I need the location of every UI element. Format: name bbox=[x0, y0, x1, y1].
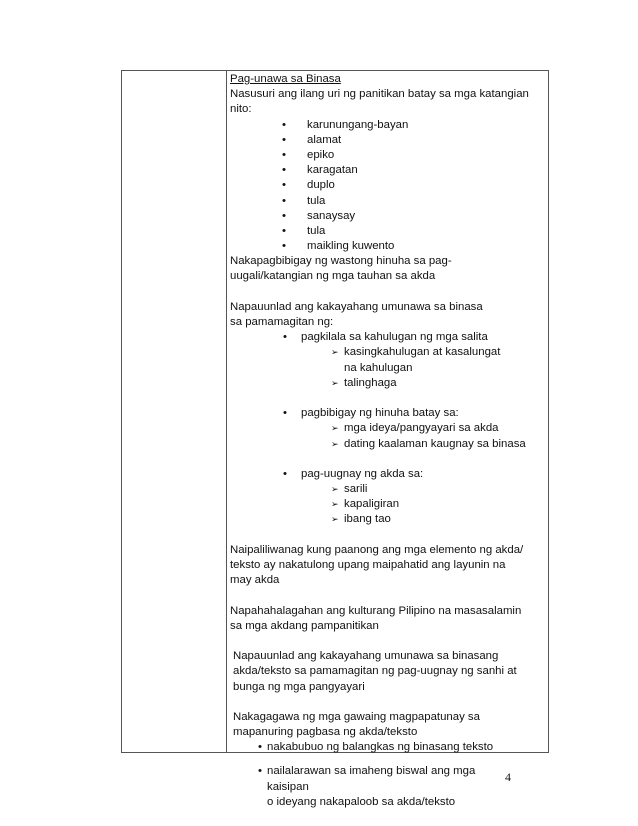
bullet-icon: • bbox=[282, 209, 286, 222]
bullet-icon: • bbox=[282, 164, 286, 177]
inference-line-1: Nakapagbibigay ng wastong hinuha sa pag- bbox=[230, 255, 452, 268]
arrow-bullet-icon: ➢ bbox=[331, 347, 339, 358]
cause-effect-line-2: akda/teksto sa pamamagitan ng pag-uugnay ng sanhi at bbox=[233, 665, 517, 678]
list-item: • maikling kuwento bbox=[230, 239, 548, 254]
competencies-cell bbox=[230, 72, 548, 810]
bullet-icon: • bbox=[258, 741, 262, 754]
comprehension-intro-1: Napauunlad ang kakayahang umunawa sa binasa bbox=[230, 300, 483, 313]
bullet-icon: • bbox=[283, 407, 287, 420]
sub-item: ➢ talinghaga bbox=[230, 376, 548, 391]
bullet-icon: • bbox=[282, 194, 286, 207]
culture-line-1: Napahahalagahan ang kulturang Pilipino na masasalamin bbox=[230, 604, 522, 617]
arrow-bullet-icon: ➢ bbox=[331, 438, 339, 449]
activities-line-1: Nakagagawa ng mga gawaing magpapatunay sa bbox=[233, 710, 480, 723]
elements-line-3: may akda bbox=[230, 574, 280, 587]
sub-item: ➢ dating kaalaman kaugnay sa binasa bbox=[230, 437, 548, 452]
bullet-icon: • bbox=[258, 765, 262, 778]
intro-line-1: Nasusuri ang ilang uri ng panitikan batay sa mga katangian bbox=[230, 88, 529, 101]
elements-line-1: Naipaliliwanag kung paanong ang mga elemento ng akda/ bbox=[230, 543, 524, 556]
elements-line-2: teksto ay nakatulong upang maipahatid ang layunin na bbox=[230, 559, 506, 571]
sub-item: ➢ kasingkahulugan at kasalungat bbox=[230, 345, 548, 360]
sub-item-continuation: na kahulugan bbox=[344, 361, 413, 374]
list-item: • tula bbox=[230, 224, 548, 239]
arrow-bullet-icon: ➢ bbox=[331, 377, 339, 388]
sub-item: ➢ sarili bbox=[230, 482, 548, 497]
list-item: • karunungang-bayan bbox=[230, 118, 548, 133]
culture-line-2: sa mga akdang pampanitikan bbox=[230, 619, 379, 632]
arrow-bullet-icon: ➢ bbox=[331, 499, 339, 510]
bullet-icon: • bbox=[282, 118, 286, 131]
list-item: • sanaysay bbox=[230, 209, 548, 224]
page-number: 4 bbox=[505, 770, 511, 784]
cause-effect-line-1: Napauunlad ang kakayahang umunawa sa binasang bbox=[233, 650, 499, 663]
bullet-icon: • bbox=[282, 179, 286, 192]
arrow-bullet-icon: ➢ bbox=[331, 484, 339, 495]
inference-line-2: uugali/katangian ng mga tauhan sa akda bbox=[230, 270, 436, 283]
intro-line-2: nito: bbox=[230, 103, 252, 116]
arrow-bullet-icon: ➢ bbox=[331, 514, 339, 525]
bullet-icon: • bbox=[282, 148, 286, 161]
column-divider bbox=[226, 70, 227, 753]
sub-item: ➢ ibang tao bbox=[230, 512, 548, 527]
section-title: Pag-unawa sa Binasa bbox=[230, 73, 341, 85]
sub-item: ➢ mga ideya/pangyayari sa akda bbox=[230, 421, 548, 436]
activity-item-2-line-3: o ideyang nakapaloob sa akda/teksto bbox=[267, 795, 456, 808]
activity-item-2-line-2: kaisipan bbox=[267, 780, 309, 793]
activities-line-2: mapanuring pagbasa ng akda/teksto bbox=[233, 726, 418, 739]
bullet-icon: • bbox=[283, 331, 287, 344]
bullet-icon: • bbox=[282, 240, 286, 253]
list-item: • epiko bbox=[230, 148, 548, 163]
arrow-bullet-icon: ➢ bbox=[331, 423, 339, 434]
activity-item-1: • nakabubuo ng balangkas ng binasang teksto bbox=[230, 740, 548, 755]
list-item: • tula bbox=[230, 194, 548, 209]
comprehension-intro-2: sa pamamagitan ng: bbox=[230, 316, 334, 328]
comprehension-item-3: • pag-uugnay ng akda sa: bbox=[230, 467, 548, 482]
list-item: • alamat bbox=[230, 133, 548, 148]
bullet-icon: • bbox=[282, 224, 286, 237]
literature-types-list bbox=[230, 118, 548, 255]
list-item: • karagatan bbox=[230, 163, 548, 178]
activity-item-2: • nailalarawan sa imaheng biswal ang mga bbox=[230, 764, 548, 779]
bullet-icon: • bbox=[282, 133, 286, 146]
comprehension-item-1: • pagkilala sa kahulugan ng mga salita bbox=[230, 330, 548, 345]
sub-item: ➢ kapaligiran bbox=[230, 497, 548, 512]
bullet-icon: • bbox=[283, 467, 287, 480]
comprehension-item-2: • pagbibigay ng hinuha batay sa: bbox=[230, 406, 548, 421]
list-item: • duplo bbox=[230, 178, 548, 193]
cause-effect-line-3: bunga ng mga pangyayari bbox=[233, 680, 365, 693]
